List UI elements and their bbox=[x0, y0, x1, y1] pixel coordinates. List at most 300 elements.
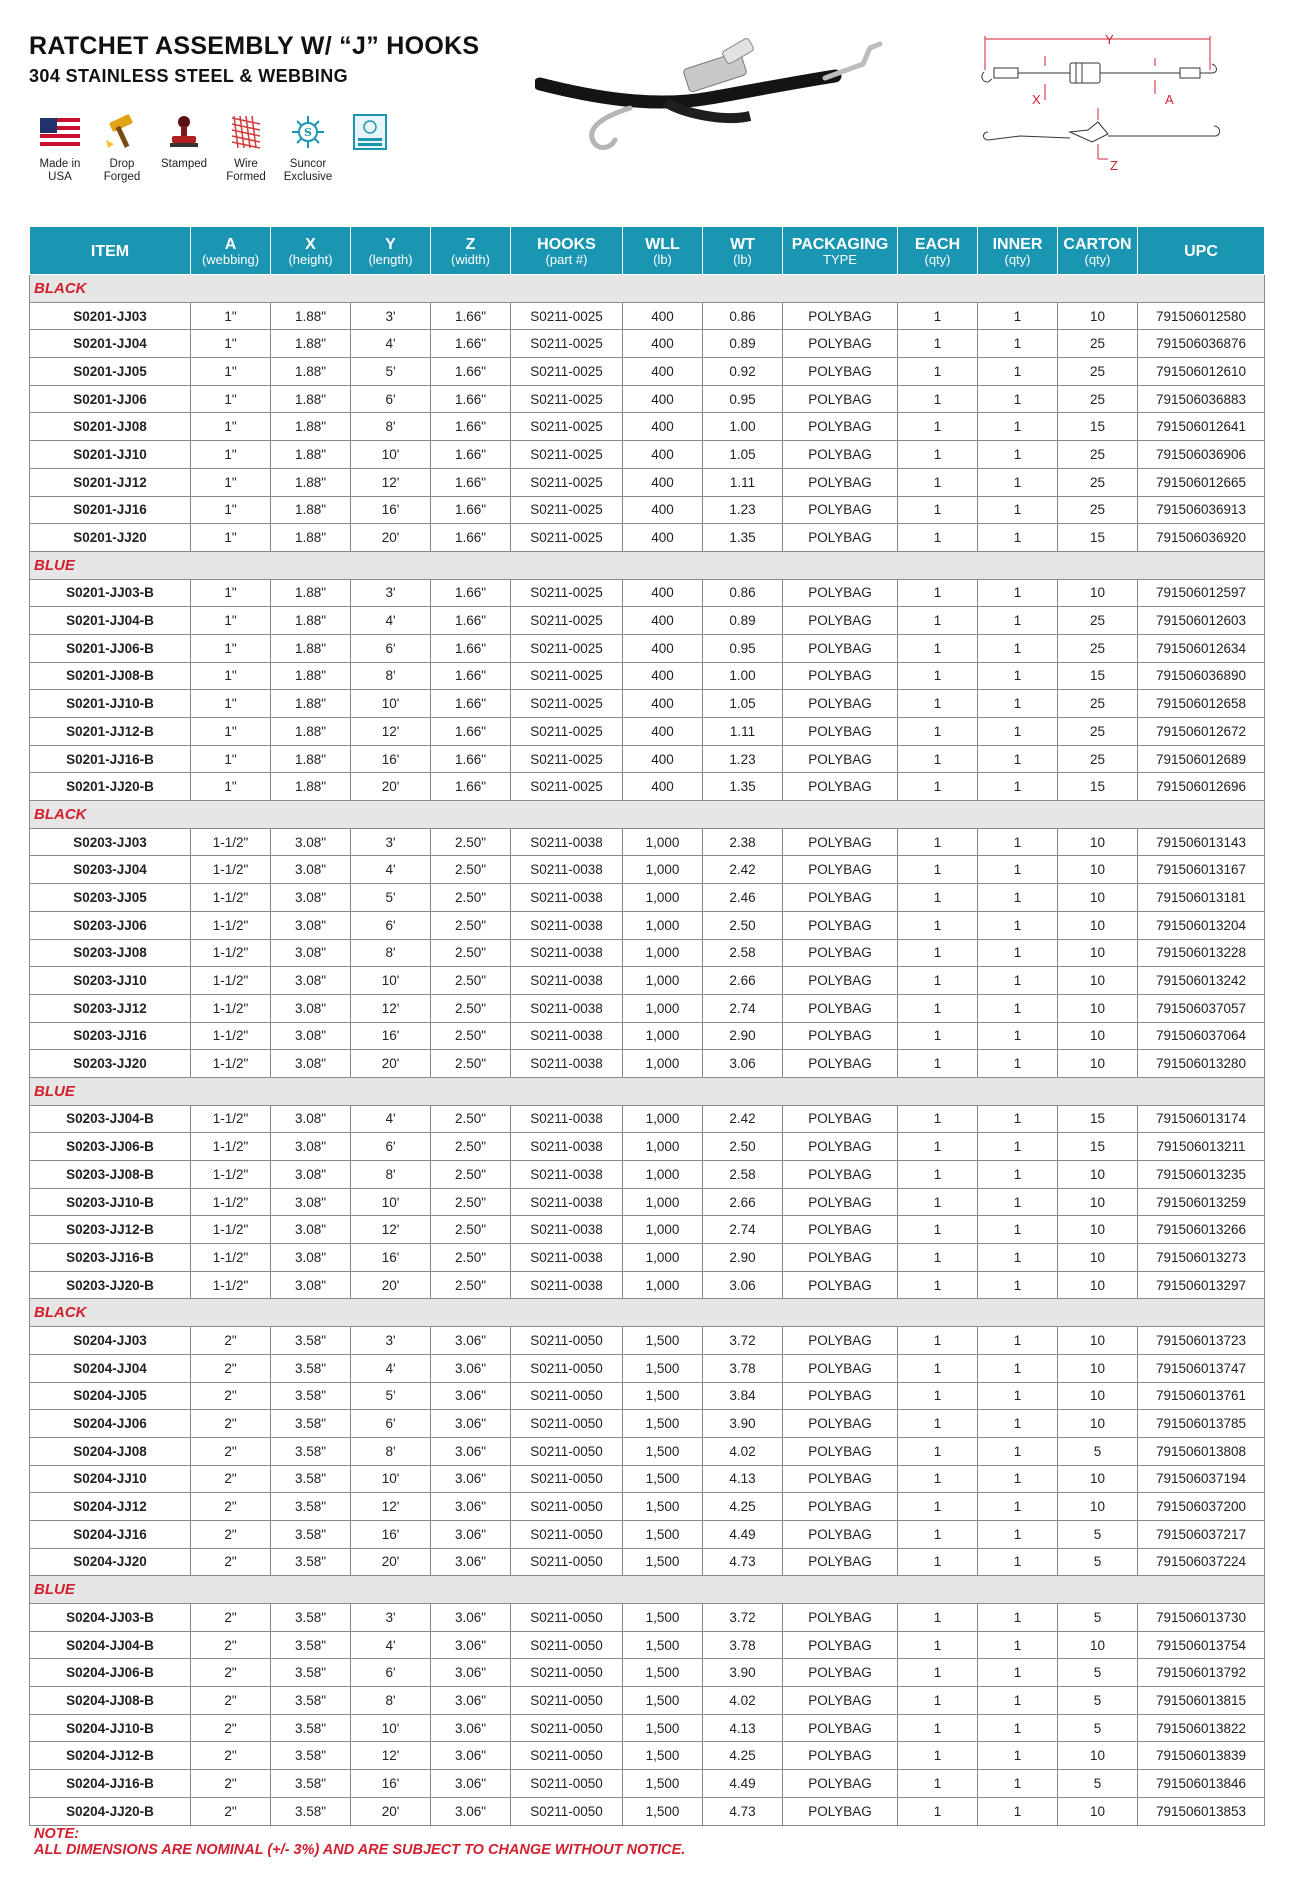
table-cell: 1 bbox=[978, 884, 1058, 912]
table-cell: S0211-0038 bbox=[511, 939, 623, 967]
table-row bbox=[30, 524, 1265, 552]
table-cell: 2.74 bbox=[703, 1216, 783, 1244]
table-cell: 2.66 bbox=[703, 1188, 783, 1216]
table-cell: POLYBAG bbox=[783, 662, 898, 690]
table-cell: 400 bbox=[623, 468, 703, 496]
table-cell: 3.08" bbox=[271, 1050, 351, 1078]
table-cell: 1.88" bbox=[271, 662, 351, 690]
table-cell: S0211-0050 bbox=[511, 1659, 623, 1687]
table-cell: POLYBAG bbox=[783, 524, 898, 552]
table-cell: 2.50" bbox=[431, 1216, 511, 1244]
table-cell: 12' bbox=[351, 994, 431, 1022]
item-code-cell: S0201-JJ16-B bbox=[30, 745, 191, 773]
item-code-cell: S0204-JJ20-B bbox=[30, 1797, 191, 1825]
table-cell: 1 bbox=[978, 1548, 1058, 1576]
column-header bbox=[431, 227, 511, 275]
table-row bbox=[30, 911, 1265, 939]
feature-line1: Suncor bbox=[289, 158, 327, 170]
table-cell: 10' bbox=[351, 690, 431, 718]
table-cell: 3.90 bbox=[703, 1659, 783, 1687]
table-cell: 3.06" bbox=[431, 1631, 511, 1659]
table-cell: POLYBAG bbox=[783, 939, 898, 967]
table-cell: S0211-0038 bbox=[511, 994, 623, 1022]
column-header bbox=[1058, 227, 1138, 275]
table-row bbox=[30, 496, 1265, 524]
table-cell: 2" bbox=[191, 1770, 271, 1798]
table-cell: 1 bbox=[898, 1465, 978, 1493]
table-cell: 1.88" bbox=[271, 745, 351, 773]
table-cell: POLYBAG bbox=[783, 1465, 898, 1493]
group-label: BLACK bbox=[30, 801, 1265, 829]
table-cell: 6' bbox=[351, 1133, 431, 1161]
table-cell: POLYBAG bbox=[783, 745, 898, 773]
table-cell: POLYBAG bbox=[783, 1354, 898, 1382]
table-cell: 4' bbox=[351, 1631, 431, 1659]
table-cell: 15 bbox=[1058, 773, 1138, 801]
table-cell: 3.06" bbox=[431, 1382, 511, 1410]
table-cell: POLYBAG bbox=[783, 1770, 898, 1798]
table-cell: 3.58" bbox=[271, 1797, 351, 1825]
table-cell: 25 bbox=[1058, 385, 1138, 413]
table-cell: 1" bbox=[191, 773, 271, 801]
table-cell: 1,000 bbox=[623, 1105, 703, 1133]
table-cell: 1 bbox=[978, 1271, 1058, 1299]
column-header-label: A bbox=[224, 235, 237, 253]
table-cell: 791506012597 bbox=[1138, 579, 1265, 607]
table-cell: 3.08" bbox=[271, 1216, 351, 1244]
table-cell: 10 bbox=[1058, 1216, 1138, 1244]
item-code-cell: S0203-JJ20-B bbox=[30, 1271, 191, 1299]
table-cell: 3.72 bbox=[703, 1604, 783, 1632]
table-cell: 1 bbox=[978, 828, 1058, 856]
column-header-unit: (length) bbox=[368, 251, 413, 267]
column-header bbox=[511, 227, 623, 275]
table-cell: S0211-0025 bbox=[511, 496, 623, 524]
item-code-cell: S0201-JJ20 bbox=[30, 524, 191, 552]
table-cell: 3.06" bbox=[431, 1714, 511, 1742]
table-cell: 1 bbox=[898, 1244, 978, 1272]
table-cell: 400 bbox=[623, 634, 703, 662]
table-cell: 1.00 bbox=[703, 413, 783, 441]
wire-mesh-icon bbox=[216, 110, 276, 154]
table-cell: 1 bbox=[898, 468, 978, 496]
table-cell: 2.50" bbox=[431, 884, 511, 912]
table-cell: 1 bbox=[898, 1437, 978, 1465]
column-header-label: WT bbox=[730, 235, 755, 253]
table-cell: 2.50" bbox=[431, 1050, 511, 1078]
table-cell: 1" bbox=[191, 634, 271, 662]
table-cell: 3.08" bbox=[271, 1244, 351, 1272]
table-row bbox=[30, 579, 1265, 607]
table-cell: S0211-0038 bbox=[511, 1133, 623, 1161]
table-row bbox=[30, 468, 1265, 496]
table-cell: 16' bbox=[351, 745, 431, 773]
table-cell: 2" bbox=[191, 1382, 271, 1410]
diagram-x-label: X bbox=[1032, 92, 1041, 107]
table-cell: 1 bbox=[978, 773, 1058, 801]
table-cell: POLYBAG bbox=[783, 856, 898, 884]
table-cell: 20' bbox=[351, 1797, 431, 1825]
table-cell: 1 bbox=[898, 884, 978, 912]
table-row bbox=[30, 1742, 1265, 1770]
table-cell: S0211-0050 bbox=[511, 1548, 623, 1576]
table-cell: 1 bbox=[898, 1714, 978, 1742]
table-row bbox=[30, 1797, 1265, 1825]
table-cell: 1 bbox=[898, 773, 978, 801]
table-cell: 1 bbox=[898, 496, 978, 524]
footnote bbox=[34, 1826, 685, 1858]
table-cell: 12' bbox=[351, 1216, 431, 1244]
table-cell: 3.06" bbox=[431, 1437, 511, 1465]
table-cell: 791506013723 bbox=[1138, 1327, 1265, 1355]
table-row bbox=[30, 994, 1265, 1022]
column-header-unit: (webbing) bbox=[201, 251, 260, 267]
table-row bbox=[30, 718, 1265, 746]
table-cell: 3' bbox=[351, 579, 431, 607]
column-header bbox=[978, 227, 1058, 275]
item-code-cell: S0201-JJ03 bbox=[30, 302, 191, 330]
table-cell: 1 bbox=[978, 441, 1058, 469]
table-row bbox=[30, 1493, 1265, 1521]
table-cell: 1,500 bbox=[623, 1770, 703, 1798]
item-code-cell: S0201-JJ20-B bbox=[30, 773, 191, 801]
table-cell: 3.08" bbox=[271, 1022, 351, 1050]
table-cell: 1-1/2" bbox=[191, 1271, 271, 1299]
table-cell: 25 bbox=[1058, 634, 1138, 662]
table-cell: 1 bbox=[898, 1105, 978, 1133]
item-code-cell: S0204-JJ20 bbox=[30, 1548, 191, 1576]
table-cell: 1 bbox=[898, 994, 978, 1022]
table-cell: 400 bbox=[623, 579, 703, 607]
item-code-cell: S0201-JJ04 bbox=[30, 330, 191, 358]
table-cell: 2.58 bbox=[703, 1161, 783, 1189]
table-cell: 4' bbox=[351, 1105, 431, 1133]
table-cell: 1 bbox=[978, 579, 1058, 607]
table-cell: 791506012672 bbox=[1138, 718, 1265, 746]
item-code-cell: S0203-JJ03 bbox=[30, 828, 191, 856]
table-cell: 1.88" bbox=[271, 524, 351, 552]
table-row bbox=[30, 745, 1265, 773]
item-code-cell: S0204-JJ06 bbox=[30, 1410, 191, 1438]
column-header-label: HOOKS bbox=[537, 235, 596, 253]
table-cell: 5' bbox=[351, 884, 431, 912]
table-cell: 8' bbox=[351, 1161, 431, 1189]
table-cell: 10 bbox=[1058, 1382, 1138, 1410]
table-cell: 1.05 bbox=[703, 690, 783, 718]
table-cell: 10' bbox=[351, 967, 431, 995]
group-row bbox=[30, 1077, 1265, 1105]
table-cell: 1.66" bbox=[431, 579, 511, 607]
table-cell: 3.08" bbox=[271, 856, 351, 884]
table-cell: POLYBAG bbox=[783, 1520, 898, 1548]
table-cell: 791506036883 bbox=[1138, 385, 1265, 413]
table-cell: 791506013280 bbox=[1138, 1050, 1265, 1078]
table-cell: 1 bbox=[978, 1714, 1058, 1742]
table-cell: 3.06" bbox=[431, 1604, 511, 1632]
table-cell: 25 bbox=[1058, 718, 1138, 746]
table-cell: 12' bbox=[351, 1493, 431, 1521]
table-cell: 3.06" bbox=[431, 1465, 511, 1493]
table-cell: S0211-0038 bbox=[511, 828, 623, 856]
table-cell: 25 bbox=[1058, 468, 1138, 496]
table-cell: 2.50" bbox=[431, 967, 511, 995]
column-header bbox=[783, 227, 898, 275]
table-cell: 1 bbox=[898, 1133, 978, 1161]
table-cell: 2.50 bbox=[703, 911, 783, 939]
table-cell: 1.88" bbox=[271, 468, 351, 496]
table-cell: 3.06" bbox=[431, 1493, 511, 1521]
table-cell: 1,500 bbox=[623, 1714, 703, 1742]
table-cell: 1 bbox=[898, 828, 978, 856]
table-cell: 3.08" bbox=[271, 967, 351, 995]
table-cell: 1 bbox=[978, 413, 1058, 441]
table-cell: 3.90 bbox=[703, 1410, 783, 1438]
table-cell: 1,000 bbox=[623, 939, 703, 967]
table-cell: 4.73 bbox=[703, 1548, 783, 1576]
table-cell: S0211-0050 bbox=[511, 1437, 623, 1465]
table-cell: 12' bbox=[351, 718, 431, 746]
table-cell: 20' bbox=[351, 1271, 431, 1299]
table-cell: 791506037064 bbox=[1138, 1022, 1265, 1050]
table-cell: 1,000 bbox=[623, 967, 703, 995]
table-cell: 4.02 bbox=[703, 1687, 783, 1715]
table-row bbox=[30, 413, 1265, 441]
table-cell: 1" bbox=[191, 662, 271, 690]
table-cell: 791506012580 bbox=[1138, 302, 1265, 330]
table-cell: 1" bbox=[191, 302, 271, 330]
table-cell: 10 bbox=[1058, 1354, 1138, 1382]
table-row bbox=[30, 1520, 1265, 1548]
table-cell: 1.66" bbox=[431, 662, 511, 690]
table-cell: POLYBAG bbox=[783, 441, 898, 469]
table-cell: 1-1/2" bbox=[191, 911, 271, 939]
table-cell: 0.95 bbox=[703, 385, 783, 413]
table-cell: 1" bbox=[191, 496, 271, 524]
feature-drop-forged bbox=[92, 110, 152, 184]
table-cell: 1 bbox=[978, 1022, 1058, 1050]
table-cell: 3.78 bbox=[703, 1631, 783, 1659]
table-cell: 1.66" bbox=[431, 330, 511, 358]
table-cell: 1.66" bbox=[431, 524, 511, 552]
table-cell: 1-1/2" bbox=[191, 1161, 271, 1189]
table-cell: 400 bbox=[623, 385, 703, 413]
table-cell: 1 bbox=[898, 1354, 978, 1382]
table-cell: 1 bbox=[898, 939, 978, 967]
table-cell: 2" bbox=[191, 1520, 271, 1548]
group-row bbox=[30, 1299, 1265, 1327]
table-cell: 3.06 bbox=[703, 1050, 783, 1078]
table-cell: POLYBAG bbox=[783, 1327, 898, 1355]
table-row bbox=[30, 1022, 1265, 1050]
table-row bbox=[30, 302, 1265, 330]
table-cell: 1 bbox=[898, 634, 978, 662]
feature-wire-formed bbox=[216, 110, 276, 184]
table-cell: 1 bbox=[898, 579, 978, 607]
item-code-cell: S0201-JJ06 bbox=[30, 385, 191, 413]
table-cell: 1 bbox=[978, 1354, 1058, 1382]
table-cell: 3.78 bbox=[703, 1354, 783, 1382]
table-row bbox=[30, 1382, 1265, 1410]
table-cell: 1 bbox=[978, 385, 1058, 413]
table-cell: 791506013747 bbox=[1138, 1354, 1265, 1382]
table-cell: 1 bbox=[978, 1797, 1058, 1825]
column-header bbox=[1138, 227, 1265, 275]
table-cell: 1 bbox=[978, 330, 1058, 358]
table-cell: 0.92 bbox=[703, 358, 783, 386]
table-row bbox=[30, 1271, 1265, 1299]
table-cell: 6' bbox=[351, 634, 431, 662]
table-cell: S0211-0025 bbox=[511, 524, 623, 552]
table-cell: 4.25 bbox=[703, 1493, 783, 1521]
item-code-cell: S0201-JJ16 bbox=[30, 496, 191, 524]
table-cell: 1,500 bbox=[623, 1687, 703, 1715]
column-header-unit: (lb) bbox=[653, 251, 672, 267]
column-header-label: UPC bbox=[1184, 243, 1218, 260]
table-row bbox=[30, 690, 1265, 718]
table-cell: 3.58" bbox=[271, 1687, 351, 1715]
table-cell: 3.58" bbox=[271, 1631, 351, 1659]
table-cell: 1 bbox=[898, 662, 978, 690]
table-row bbox=[30, 1050, 1265, 1078]
table-cell: 3.06" bbox=[431, 1687, 511, 1715]
table-cell: 4' bbox=[351, 1354, 431, 1382]
table-cell: 2" bbox=[191, 1327, 271, 1355]
table-cell: 1 bbox=[978, 994, 1058, 1022]
table-cell: S0211-0038 bbox=[511, 1216, 623, 1244]
table-cell: 20' bbox=[351, 1050, 431, 1078]
table-cell: 6' bbox=[351, 1410, 431, 1438]
table-cell: 791506013181 bbox=[1138, 884, 1265, 912]
table-cell: 1.88" bbox=[271, 773, 351, 801]
table-cell: 3' bbox=[351, 1327, 431, 1355]
feature-line1: Wire bbox=[234, 158, 258, 170]
table-cell: 1.88" bbox=[271, 330, 351, 358]
table-cell: 1 bbox=[898, 1631, 978, 1659]
column-header bbox=[271, 227, 351, 275]
table-cell: 1 bbox=[978, 1437, 1058, 1465]
table-cell: 3' bbox=[351, 1604, 431, 1632]
table-cell: 1,500 bbox=[623, 1493, 703, 1521]
table-cell: 10 bbox=[1058, 1410, 1138, 1438]
table-cell: 2.46 bbox=[703, 884, 783, 912]
table-cell: 5' bbox=[351, 1382, 431, 1410]
table-cell: 20' bbox=[351, 773, 431, 801]
table-cell: 1 bbox=[978, 1687, 1058, 1715]
table-cell: 3.06" bbox=[431, 1548, 511, 1576]
table-cell: 791506013235 bbox=[1138, 1161, 1265, 1189]
table-cell: 3.58" bbox=[271, 1659, 351, 1687]
table-cell: 10 bbox=[1058, 994, 1138, 1022]
page-subtitle: 304 STAINLESS STEEL & WEBBING bbox=[29, 66, 348, 86]
table-cell: 1,000 bbox=[623, 1050, 703, 1078]
hammer-icon bbox=[92, 110, 152, 154]
feature-line1: Drop bbox=[109, 158, 135, 170]
table-cell: 3.08" bbox=[271, 939, 351, 967]
table-cell: 1 bbox=[978, 1770, 1058, 1798]
svg-text:S: S bbox=[304, 126, 312, 139]
table-cell: POLYBAG bbox=[783, 330, 898, 358]
table-cell: 791506036876 bbox=[1138, 330, 1265, 358]
table-cell: 1 bbox=[898, 1271, 978, 1299]
table-cell: 1 bbox=[978, 662, 1058, 690]
table-cell: 400 bbox=[623, 745, 703, 773]
table-cell: S0211-0025 bbox=[511, 330, 623, 358]
table-cell: 791506013174 bbox=[1138, 1105, 1265, 1133]
table-row bbox=[30, 1604, 1265, 1632]
table-cell: POLYBAG bbox=[783, 1382, 898, 1410]
table-cell: 2.50" bbox=[431, 1188, 511, 1216]
table-cell: 1-1/2" bbox=[191, 856, 271, 884]
table-cell: 1.88" bbox=[271, 385, 351, 413]
table-row bbox=[30, 1770, 1265, 1798]
table-row bbox=[30, 1548, 1265, 1576]
table-cell: 2.90 bbox=[703, 1244, 783, 1272]
table-cell: 3.06" bbox=[431, 1410, 511, 1438]
table-cell: 12' bbox=[351, 1742, 431, 1770]
table-cell: 1.66" bbox=[431, 690, 511, 718]
table-cell: 2" bbox=[191, 1548, 271, 1576]
item-code-cell: S0201-JJ08-B bbox=[30, 662, 191, 690]
table-row bbox=[30, 358, 1265, 386]
table-cell: S0211-0050 bbox=[511, 1382, 623, 1410]
specifications-table-wrapper bbox=[29, 226, 1264, 1826]
table-cell: 4' bbox=[351, 607, 431, 635]
table-cell: S0211-0025 bbox=[511, 745, 623, 773]
item-code-cell: S0204-JJ16 bbox=[30, 1520, 191, 1548]
table-cell: POLYBAG bbox=[783, 1797, 898, 1825]
table-cell: 1 bbox=[898, 1659, 978, 1687]
group-row bbox=[30, 1576, 1265, 1604]
table-cell: 3.06 bbox=[703, 1271, 783, 1299]
table-cell: S0211-0038 bbox=[511, 911, 623, 939]
table-cell: 2" bbox=[191, 1742, 271, 1770]
table-row bbox=[30, 1437, 1265, 1465]
table-cell: 1 bbox=[978, 745, 1058, 773]
item-code-cell: S0204-JJ04 bbox=[30, 1354, 191, 1382]
table-cell: POLYBAG bbox=[783, 884, 898, 912]
column-header-unit: (qty) bbox=[1084, 251, 1111, 267]
table-cell: 1 bbox=[978, 302, 1058, 330]
table-cell: 2" bbox=[191, 1797, 271, 1825]
table-cell: 1-1/2" bbox=[191, 994, 271, 1022]
table-cell: 1 bbox=[978, 1216, 1058, 1244]
table-cell: 10 bbox=[1058, 579, 1138, 607]
table-cell: 2.50" bbox=[431, 994, 511, 1022]
table-cell: 10' bbox=[351, 1465, 431, 1493]
table-cell: 1 bbox=[978, 1410, 1058, 1438]
table-cell: 3.58" bbox=[271, 1520, 351, 1548]
table-cell: 791506012689 bbox=[1138, 745, 1265, 773]
table-cell: POLYBAG bbox=[783, 1022, 898, 1050]
table-cell: 1 bbox=[898, 1604, 978, 1632]
table-cell: 1,500 bbox=[623, 1465, 703, 1493]
table-cell: 10' bbox=[351, 1188, 431, 1216]
table-cell: 791506036890 bbox=[1138, 662, 1265, 690]
table-cell: 791506013204 bbox=[1138, 911, 1265, 939]
table-cell: 400 bbox=[623, 690, 703, 718]
table-cell: S0211-0025 bbox=[511, 718, 623, 746]
table-cell: 1,500 bbox=[623, 1631, 703, 1659]
table-cell: S0211-0050 bbox=[511, 1687, 623, 1715]
table-cell: 16' bbox=[351, 1520, 431, 1548]
table-cell: 2" bbox=[191, 1714, 271, 1742]
table-cell: 3.58" bbox=[271, 1770, 351, 1798]
table-cell: 791506013259 bbox=[1138, 1188, 1265, 1216]
table-cell: POLYBAG bbox=[783, 690, 898, 718]
table-cell: 791506013754 bbox=[1138, 1631, 1265, 1659]
column-header-label: ITEM bbox=[90, 243, 130, 260]
table-cell: 400 bbox=[623, 302, 703, 330]
